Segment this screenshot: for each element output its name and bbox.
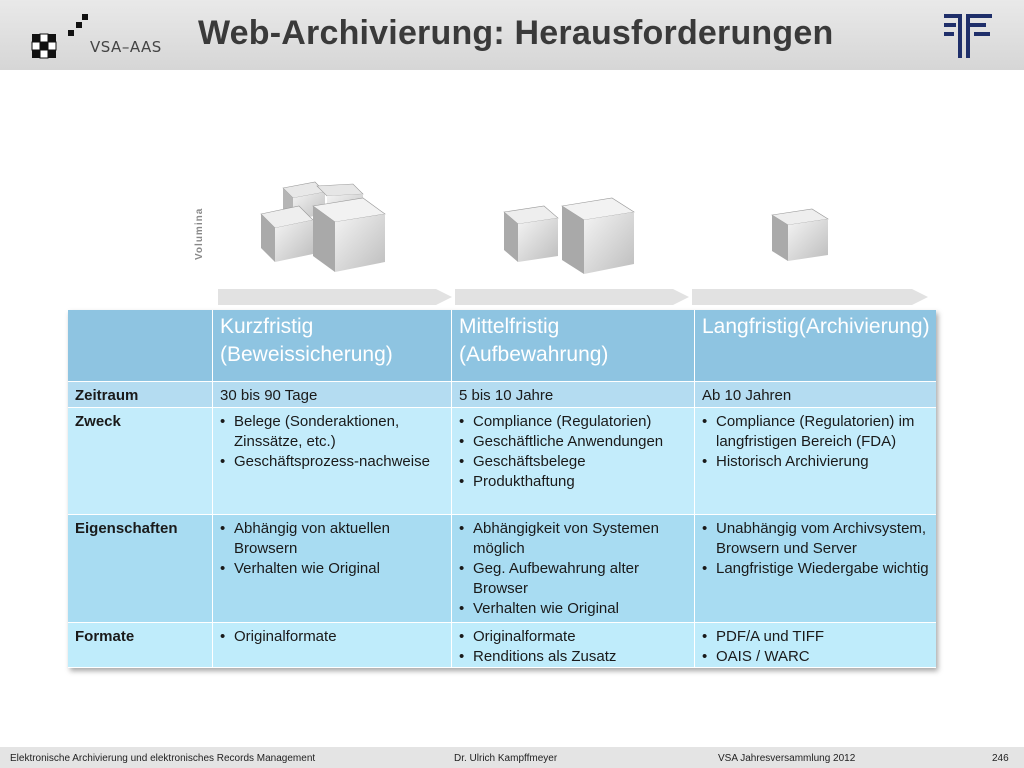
- list-item: • OAIS / WARC: [702, 647, 929, 667]
- list-item: • Abhängig von aktuellen Browsern: [220, 519, 444, 559]
- list-item: • Abhängigkeit von Systemen möglich: [459, 519, 687, 559]
- volumina-axis-label: Volumina: [194, 207, 205, 260]
- list-item: • Belege (Sonderaktionen, Zinssätze, etc.): [220, 412, 444, 452]
- table-row-eigenschaften: [68, 515, 936, 623]
- timeline-arrow-short: [218, 287, 454, 307]
- list-item: • Geg. Aufbewahrung alter Browser: [459, 559, 687, 599]
- list-item: • Langfristige Wiedergabe wichtig: [702, 559, 929, 579]
- column-header-langfristig: Langfristig(Archivierung): [695, 310, 936, 382]
- list-item: • Originalformate: [220, 627, 444, 647]
- list-item: • Unabhängig vom Archivsystem, Browsern und Server: [702, 519, 929, 559]
- list-item: • Geschäftliche Anwendungen: [459, 432, 687, 452]
- table-header-empty: [68, 310, 213, 382]
- footer-event: VSA Jahresversammlung 2012: [718, 753, 856, 764]
- list-item: • Originalformate: [459, 627, 687, 647]
- row-label-zweck: Zweck: [68, 408, 213, 515]
- row-label-eigenschaften: Eigenschaften: [68, 515, 213, 623]
- cell-eigenschaften-kurz: [213, 515, 452, 623]
- cell-zeitraum-kurz: 30 bis 90 Tage: [213, 382, 452, 408]
- cell-zweck-kurz: [213, 408, 452, 515]
- timeline-arrow-mid: [455, 287, 691, 307]
- row-label-zeitraum: Zeitraum: [68, 382, 213, 408]
- paper-stacks-medium-icon: [500, 196, 640, 276]
- column-header-mittelfristig: Mittelfristig (Aufbewahrung): [452, 310, 695, 382]
- list-item: • Compliance (Regulatorien): [459, 412, 687, 432]
- table-row-formate: [68, 623, 936, 668]
- cell-zeitraum-lang: Ab 10 Jahren: [695, 382, 936, 408]
- cell-formate-kurz: [213, 623, 452, 668]
- list-item: • Produkthaftung: [459, 472, 687, 492]
- row-label-formate: Formate: [68, 623, 213, 668]
- slide-header: [0, 0, 1024, 70]
- footer-left-text: Elektronische Archivierung und elektronisches Records Management: [10, 753, 316, 764]
- list-item: • Compliance (Regulatorien) im langfristigen Bereich (FDA): [702, 412, 929, 452]
- cell-formate-lang: [695, 623, 936, 668]
- cell-zweck-lang: [695, 408, 936, 515]
- cell-eigenschaften-lang: [695, 515, 936, 623]
- page-title: Web-Archivierung: Herausforderungen: [198, 14, 834, 52]
- pdf-logo-icon: [944, 14, 994, 58]
- table-header-row: [68, 310, 936, 382]
- logo-text: VSA–AAS: [90, 38, 162, 56]
- timeline-arrow-long: [692, 287, 930, 307]
- page-number: 246: [992, 753, 1009, 764]
- cell-zweck-mittel: [452, 408, 695, 515]
- list-item: • Historisch Archivierung: [702, 452, 929, 472]
- paper-stacks-large-icon: [255, 180, 395, 275]
- table-row-zweck: [68, 408, 936, 515]
- footer-author: Dr. Ulrich Kampffmeyer: [454, 753, 558, 764]
- cell-eigenschaften-mittel: [452, 515, 695, 623]
- archiving-comparison-table: [68, 310, 936, 668]
- column-header-kurzfristig: Kurzfristig (Beweissicherung): [213, 310, 452, 382]
- list-item: • Verhalten wie Original: [459, 599, 687, 619]
- paper-stack-small-icon: [768, 205, 834, 265]
- list-item: • Geschäftsbelege: [459, 452, 687, 472]
- slide-footer: [0, 747, 1024, 768]
- cell-zeitraum-mittel: 5 bis 10 Jahre: [452, 382, 695, 408]
- list-item: • Geschäftsprozess-nachweise: [220, 452, 444, 472]
- table-row-zeitraum: [68, 382, 936, 408]
- list-item: • Renditions als Zusatz: [459, 647, 687, 667]
- list-item: • Verhalten wie Original: [220, 559, 444, 579]
- cell-formate-mittel: [452, 623, 695, 668]
- list-item: • PDF/A und TIFF: [702, 627, 929, 647]
